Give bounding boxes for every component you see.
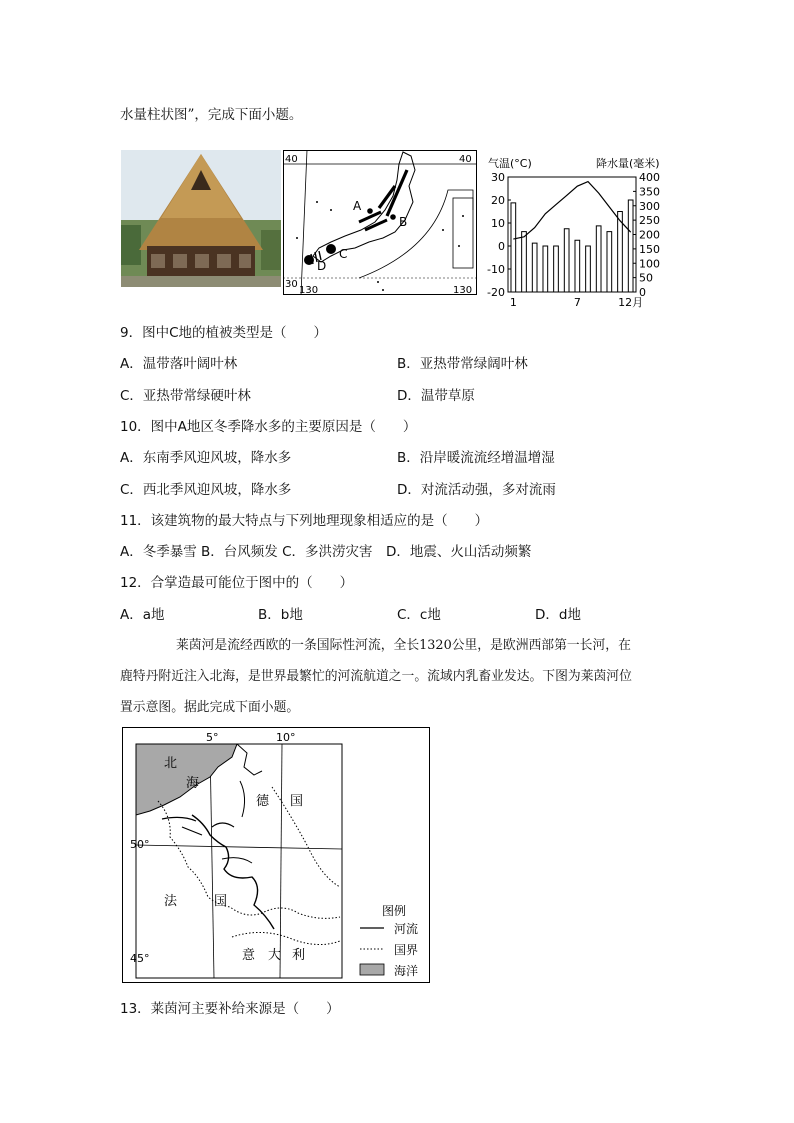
sea-label-2: 海 [186,776,200,791]
italy-label-1: 意 [242,948,256,963]
sea-label-1: 北 [164,756,178,771]
lon130-left-label: 130 [299,285,319,295]
point-a-label: A [353,199,362,213]
lat40-right-label: 40 [459,154,472,165]
right-tick-label: 50 [639,271,653,285]
right-tick-label: 300 [639,199,660,213]
left-tick-label: 20 [491,194,505,207]
france-label-1: 法 [164,894,178,909]
q10-option-b: B．沿岸暖流流经增温增湿 [397,450,555,466]
precip-bar [575,240,580,292]
right-tick-label: 250 [639,214,660,228]
italy-label-3: 利 [292,948,306,963]
precip-bar [618,212,623,293]
passage-line-2: 鹿特丹附近注入北海，是世界最繁忙的河流航道之一。流域内乳畜业发达。下图为莱茵河位 [120,669,632,684]
passage-line-3: 置示意图。据此完成下面小题。 [120,700,300,715]
france-label-2: 国 [214,894,228,909]
lon5-label: 5° [206,731,219,744]
legend-title: 图例 [382,904,407,918]
x-tick-label: 7 [573,296,581,309]
precip-bar [586,246,591,292]
right-tick-label: 350 [639,185,660,199]
x-tick-label: 1 [509,296,517,309]
japan-map [283,150,477,295]
q9-option-a: A．温带落叶阔叶林 [120,356,238,372]
lat30-label: 30 [285,279,298,290]
legend-border-label: 国界 [394,943,419,957]
right-tick-label: 200 [639,228,660,242]
right-tick-label: 150 [639,242,660,256]
precip-bar [543,246,548,292]
left-axis-title: 气温(°C) [488,157,532,170]
q12-option-a: A．a地 [120,607,165,623]
lon10-label: 10° [276,731,296,744]
point-d-label: D [317,259,327,273]
rhine-map [122,727,430,983]
left-tick-label: -20 [487,286,505,299]
lon130-right-label: 130 [453,285,473,295]
q12-option-c: C．c地 [397,607,441,623]
italy-label-2: 大 [268,948,282,963]
germany-label-1: 德 [256,794,270,809]
q9-stem: 9．图中C地的植被类型是（ ） [120,325,328,341]
q12-option-d: D．d地 [535,607,581,623]
right-tick-label: 100 [639,257,660,271]
lat45-label: 45° [130,952,150,965]
passage-line-1: 莱茵河是流经西欧的一条国际性河流，全长1320公里，是欧洲西部第一长河，在 [176,638,631,653]
q10-option-c: C．西北季风迎风坡，降水多 [120,482,292,498]
left-tick-label: 30 [491,171,505,184]
q10-option-a: A．东南季风迎风坡，降水多 [120,450,292,466]
q12-stem: 12．合掌造最可能位于图中的（ ） [120,575,354,591]
q10-option-d: D．对流活动强，多对流雨 [397,482,556,498]
point-c-label: C [339,247,348,261]
germany-label-2: 国 [290,794,304,809]
precip-bar [607,232,612,292]
legend-river-label: 河流 [394,922,419,936]
gassho-house-photo [121,150,281,287]
left-tick-label: -10 [487,263,505,276]
legend-ocean-label: 海洋 [394,964,419,978]
q10-stem: 10．图中A地区冬季降水多的主要原因是（ ） [120,419,417,435]
lat50-label: 50° [130,838,150,851]
lat40-left-label: 40 [285,154,298,165]
precip-bar [522,232,527,292]
precip-bar [628,200,633,292]
precip-bar [511,203,516,292]
left-tick-label: 10 [491,217,505,230]
q11-stem: 11．该建筑物的最大特点与下列地理现象相适应的是（ ） [120,513,489,529]
x-tick-label: 12月 [618,296,644,309]
q9-option-d: D．温带草原 [397,388,475,404]
q11-options: A．冬季暴雪 B．台风频发 C．多洪涝灾害 D．地震、火山活动频繁 [120,544,532,560]
point-b-label: B [399,215,408,229]
precip-bar [532,243,537,292]
q13-stem: 13．莱茵河主要补给来源是（ ） [120,1001,340,1017]
q9-option-c: C．亚热带常绿硬叶林 [120,388,251,404]
left-tick-label: 0 [498,240,505,253]
q12-option-b: B．b地 [258,607,303,623]
right-tick-label: 400 [639,171,660,184]
precip-bar [554,246,559,292]
climate-chart [484,150,668,310]
precip-bar [596,226,601,292]
precip-bar [564,229,569,292]
temperature-line [513,182,630,240]
q9-option-b: B．亚热带常绿阔叶林 [397,356,528,372]
right-axis-title: 降水量(毫米) [596,157,660,170]
intro-tail: 水量柱状图”，完成下面小题。 [120,107,303,123]
right-tick-label: 0 [639,286,646,299]
